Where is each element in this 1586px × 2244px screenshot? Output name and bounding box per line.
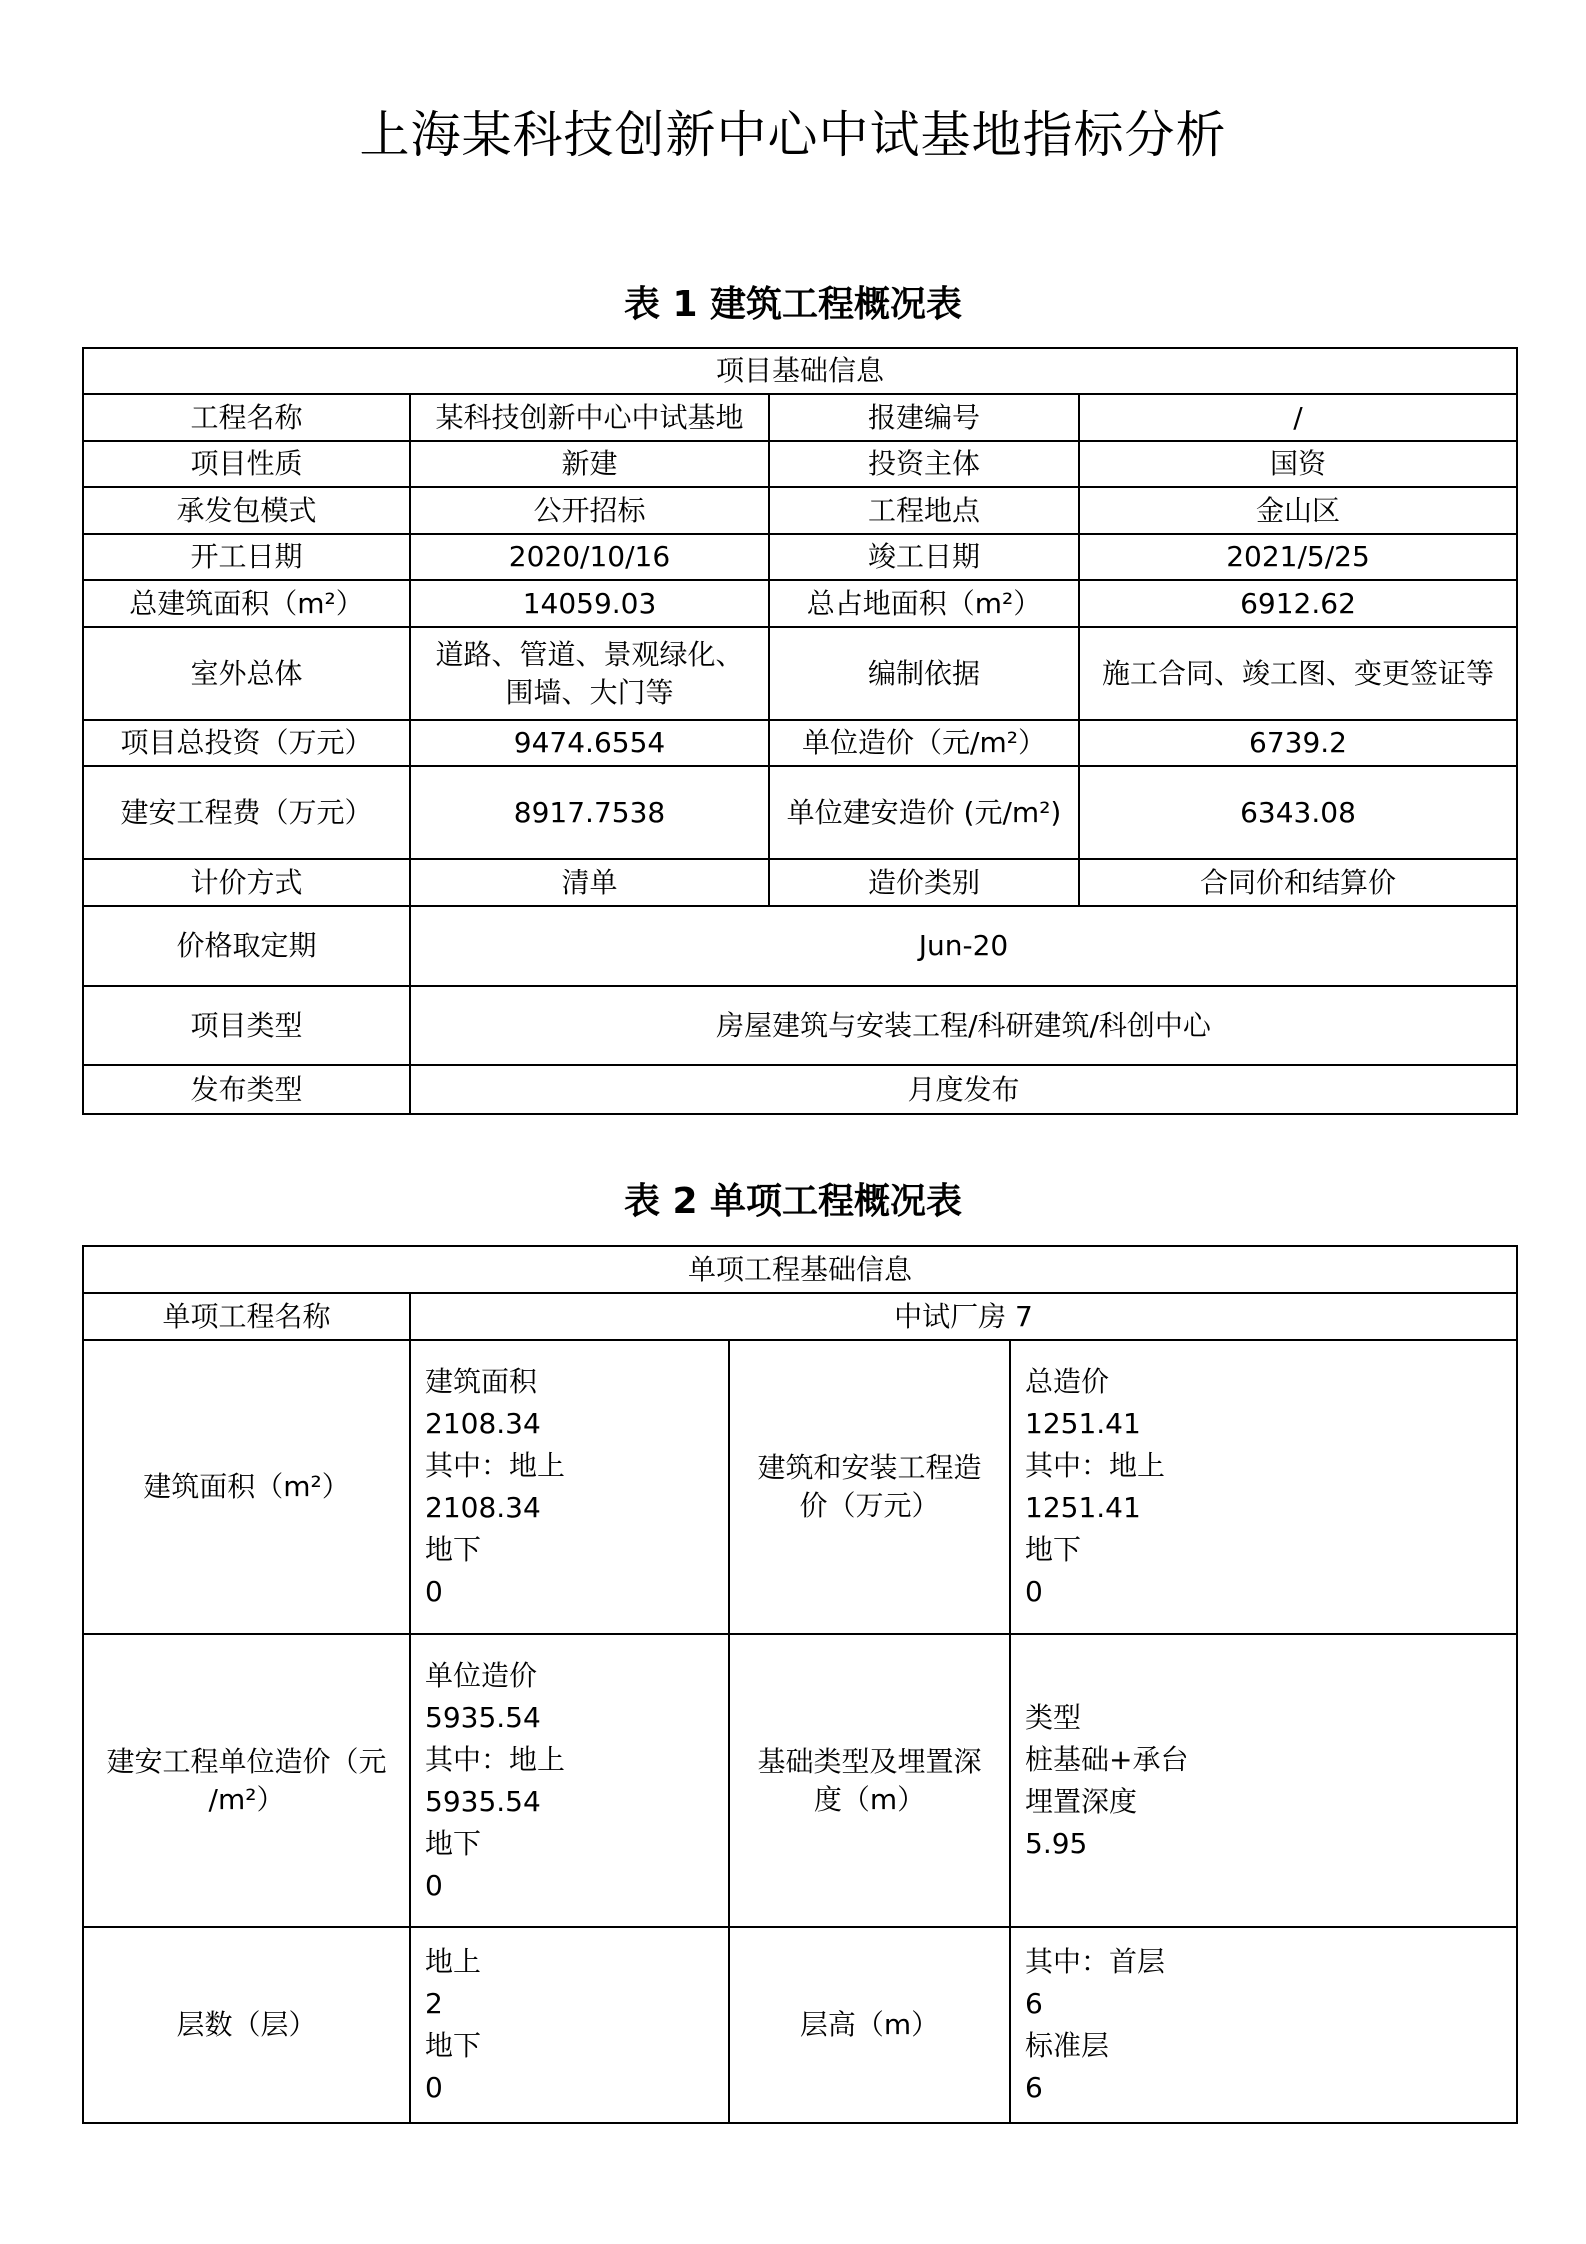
cell-line: 建筑面积 bbox=[425, 1365, 538, 1398]
table-row bbox=[83, 766, 1517, 859]
label-line: 度（m） bbox=[813, 1782, 926, 1816]
cell-line: 6 bbox=[1025, 2071, 1043, 2104]
table-row bbox=[83, 1340, 1517, 1634]
cell-line: 标准层 bbox=[1025, 2029, 1110, 2062]
row-label: 承发包模式 bbox=[83, 487, 410, 534]
row-label: 总建筑面积（m²） bbox=[83, 580, 410, 627]
cell-line: 0 bbox=[425, 1575, 443, 1608]
row-value-line: 道路、管道、景观绿化、 bbox=[435, 637, 744, 671]
table2-caption: 表 2 单项工程概况表 bbox=[623, 1181, 963, 1222]
table-row bbox=[83, 906, 1517, 986]
table1-caption: 表 1 建筑工程概况表 bbox=[623, 284, 963, 325]
label-line: 建筑和安装工程造 bbox=[757, 1451, 982, 1484]
row-value: Jun-20 bbox=[410, 906, 1517, 986]
row-value: 公开招标 bbox=[410, 487, 769, 534]
table-header-row bbox=[83, 1246, 1517, 1293]
cell-line: 总造价 bbox=[1025, 1365, 1110, 1398]
table-row bbox=[83, 487, 1517, 534]
row-label: 价格取定期 bbox=[83, 906, 410, 986]
cell-line: 地下 bbox=[1025, 1533, 1082, 1566]
cell-line: 6 bbox=[1025, 1987, 1043, 2020]
label-line: 基础类型及埋置深 bbox=[757, 1744, 982, 1778]
unit-cost-detail-cell bbox=[410, 1634, 729, 1927]
row-value: 14059.03 bbox=[410, 580, 769, 627]
row-label: 层高（m） bbox=[729, 1927, 1010, 2123]
table-row bbox=[83, 534, 1517, 580]
row-label: 层数（层） bbox=[83, 1927, 410, 2123]
cell-line: 桩基础+承台 bbox=[1025, 1742, 1189, 1776]
cell-line: 地上 bbox=[425, 1945, 482, 1978]
row-label: 建筑面积（m²） bbox=[83, 1340, 410, 1634]
row-value bbox=[410, 627, 769, 720]
row-value: 2020/10/16 bbox=[410, 534, 769, 580]
row-value: 合同价和结算价 bbox=[1079, 859, 1517, 906]
row-value: 房屋建筑与安装工程/科研建筑/科创中心 bbox=[410, 986, 1517, 1065]
building-overview-table bbox=[82, 347, 1518, 1115]
table-row bbox=[83, 720, 1517, 766]
table-row bbox=[83, 986, 1517, 1065]
row-label: 室外总体 bbox=[83, 627, 410, 720]
row-value: 8917.7538 bbox=[410, 766, 769, 859]
row-label: 计价方式 bbox=[83, 859, 410, 906]
cell-line: 2108.34 bbox=[425, 1407, 541, 1440]
row-label bbox=[729, 1340, 1010, 1634]
row-value: 月度发布 bbox=[410, 1065, 1517, 1114]
row-label: 工程地点 bbox=[769, 487, 1079, 534]
row-value: 中试厂房 7 bbox=[410, 1293, 1517, 1340]
floor-height-detail-cell bbox=[1010, 1927, 1517, 2123]
row-value: / bbox=[1079, 394, 1517, 441]
row-label: 报建编号 bbox=[769, 394, 1079, 441]
row-value: 9474.6554 bbox=[410, 720, 769, 766]
table-row bbox=[83, 1927, 1517, 2123]
table-row bbox=[83, 859, 1517, 906]
cell-line: 1251.41 bbox=[1025, 1407, 1141, 1440]
row-value: 6343.08 bbox=[1079, 766, 1517, 859]
foundation-detail-cell bbox=[1010, 1634, 1517, 1927]
row-label: 单位建安造价 (元/m²) bbox=[769, 766, 1079, 859]
cell-line: 地下 bbox=[425, 2029, 482, 2062]
table-row bbox=[83, 1634, 1517, 1927]
cost-detail-cell bbox=[1010, 1340, 1517, 1634]
table-header-row bbox=[83, 348, 1517, 394]
table-row bbox=[83, 1065, 1517, 1114]
table2-header: 单项工程基础信息 bbox=[83, 1246, 1517, 1293]
cell-line: 其中：地上 bbox=[425, 1742, 566, 1776]
table-row bbox=[83, 627, 1517, 720]
cell-line: 单位造价 bbox=[425, 1658, 538, 1692]
cell-line: 0 bbox=[1025, 1575, 1043, 1608]
label-line: 建安工程单位造价（元 bbox=[106, 1744, 387, 1778]
row-label: 发布类型 bbox=[83, 1065, 410, 1114]
row-label bbox=[729, 1634, 1010, 1927]
label-line: 价（万元） bbox=[799, 1489, 940, 1522]
label-line: /m²） bbox=[208, 1782, 285, 1816]
table-row bbox=[83, 1293, 1517, 1340]
cell-line: 其中：首层 bbox=[1025, 1945, 1166, 1978]
row-label: 单项工程名称 bbox=[83, 1293, 410, 1340]
cell-line: 埋置深度 bbox=[1025, 1784, 1138, 1818]
row-label: 造价类别 bbox=[769, 859, 1079, 906]
row-value: 新建 bbox=[410, 441, 769, 487]
row-label: 投资主体 bbox=[769, 441, 1079, 487]
cell-line: 其中：地上 bbox=[425, 1449, 566, 1482]
row-value: 施工合同、竣工图、变更签证等 bbox=[1079, 627, 1517, 720]
cell-line: 1251.41 bbox=[1025, 1491, 1141, 1524]
row-value: 2021/5/25 bbox=[1079, 534, 1517, 580]
cell-line: 5935.54 bbox=[425, 1784, 541, 1818]
cell-line: 地下 bbox=[425, 1533, 482, 1566]
cell-line: 5935.54 bbox=[425, 1700, 541, 1734]
table-row bbox=[83, 580, 1517, 627]
floors-detail-cell bbox=[410, 1927, 729, 2123]
row-label: 总占地面积（m²） bbox=[769, 580, 1079, 627]
row-label: 编制依据 bbox=[769, 627, 1079, 720]
document-title: 上海某科技创新中心中试基地指标分析 bbox=[359, 106, 1227, 164]
cell-line: 地下 bbox=[425, 1826, 482, 1860]
row-label bbox=[83, 1634, 410, 1927]
row-label: 建安工程费（万元） bbox=[83, 766, 410, 859]
table-row bbox=[83, 394, 1517, 441]
cell-line: 类型 bbox=[1025, 1700, 1082, 1734]
cell-line: 2 bbox=[425, 1987, 443, 2020]
cell-line: 5.95 bbox=[1025, 1826, 1088, 1860]
row-label: 工程名称 bbox=[83, 394, 410, 441]
row-value: 6912.62 bbox=[1079, 580, 1517, 627]
row-value: 国资 bbox=[1079, 441, 1517, 487]
row-label: 项目类型 bbox=[83, 986, 410, 1065]
table-row bbox=[83, 441, 1517, 487]
area-detail-cell bbox=[410, 1340, 729, 1634]
cell-line: 2108.34 bbox=[425, 1491, 541, 1524]
cell-line: 0 bbox=[425, 1868, 443, 1902]
row-label: 项目性质 bbox=[83, 441, 410, 487]
row-value: 金山区 bbox=[1079, 487, 1517, 534]
single-project-table bbox=[82, 1245, 1518, 2124]
cell-line: 0 bbox=[425, 2071, 443, 2104]
row-label: 开工日期 bbox=[83, 534, 410, 580]
table1-header: 项目基础信息 bbox=[83, 348, 1517, 394]
row-value-line: 围墙、大门等 bbox=[505, 675, 674, 709]
row-value: 某科技创新中心中试基地 bbox=[410, 394, 769, 441]
row-label: 单位造价（元/m²） bbox=[769, 720, 1079, 766]
row-label: 竣工日期 bbox=[769, 534, 1079, 580]
cell-line: 其中：地上 bbox=[1025, 1449, 1166, 1482]
row-value: 清单 bbox=[410, 859, 769, 906]
row-value: 6739.2 bbox=[1079, 720, 1517, 766]
row-label: 项目总投资（万元） bbox=[83, 720, 410, 766]
